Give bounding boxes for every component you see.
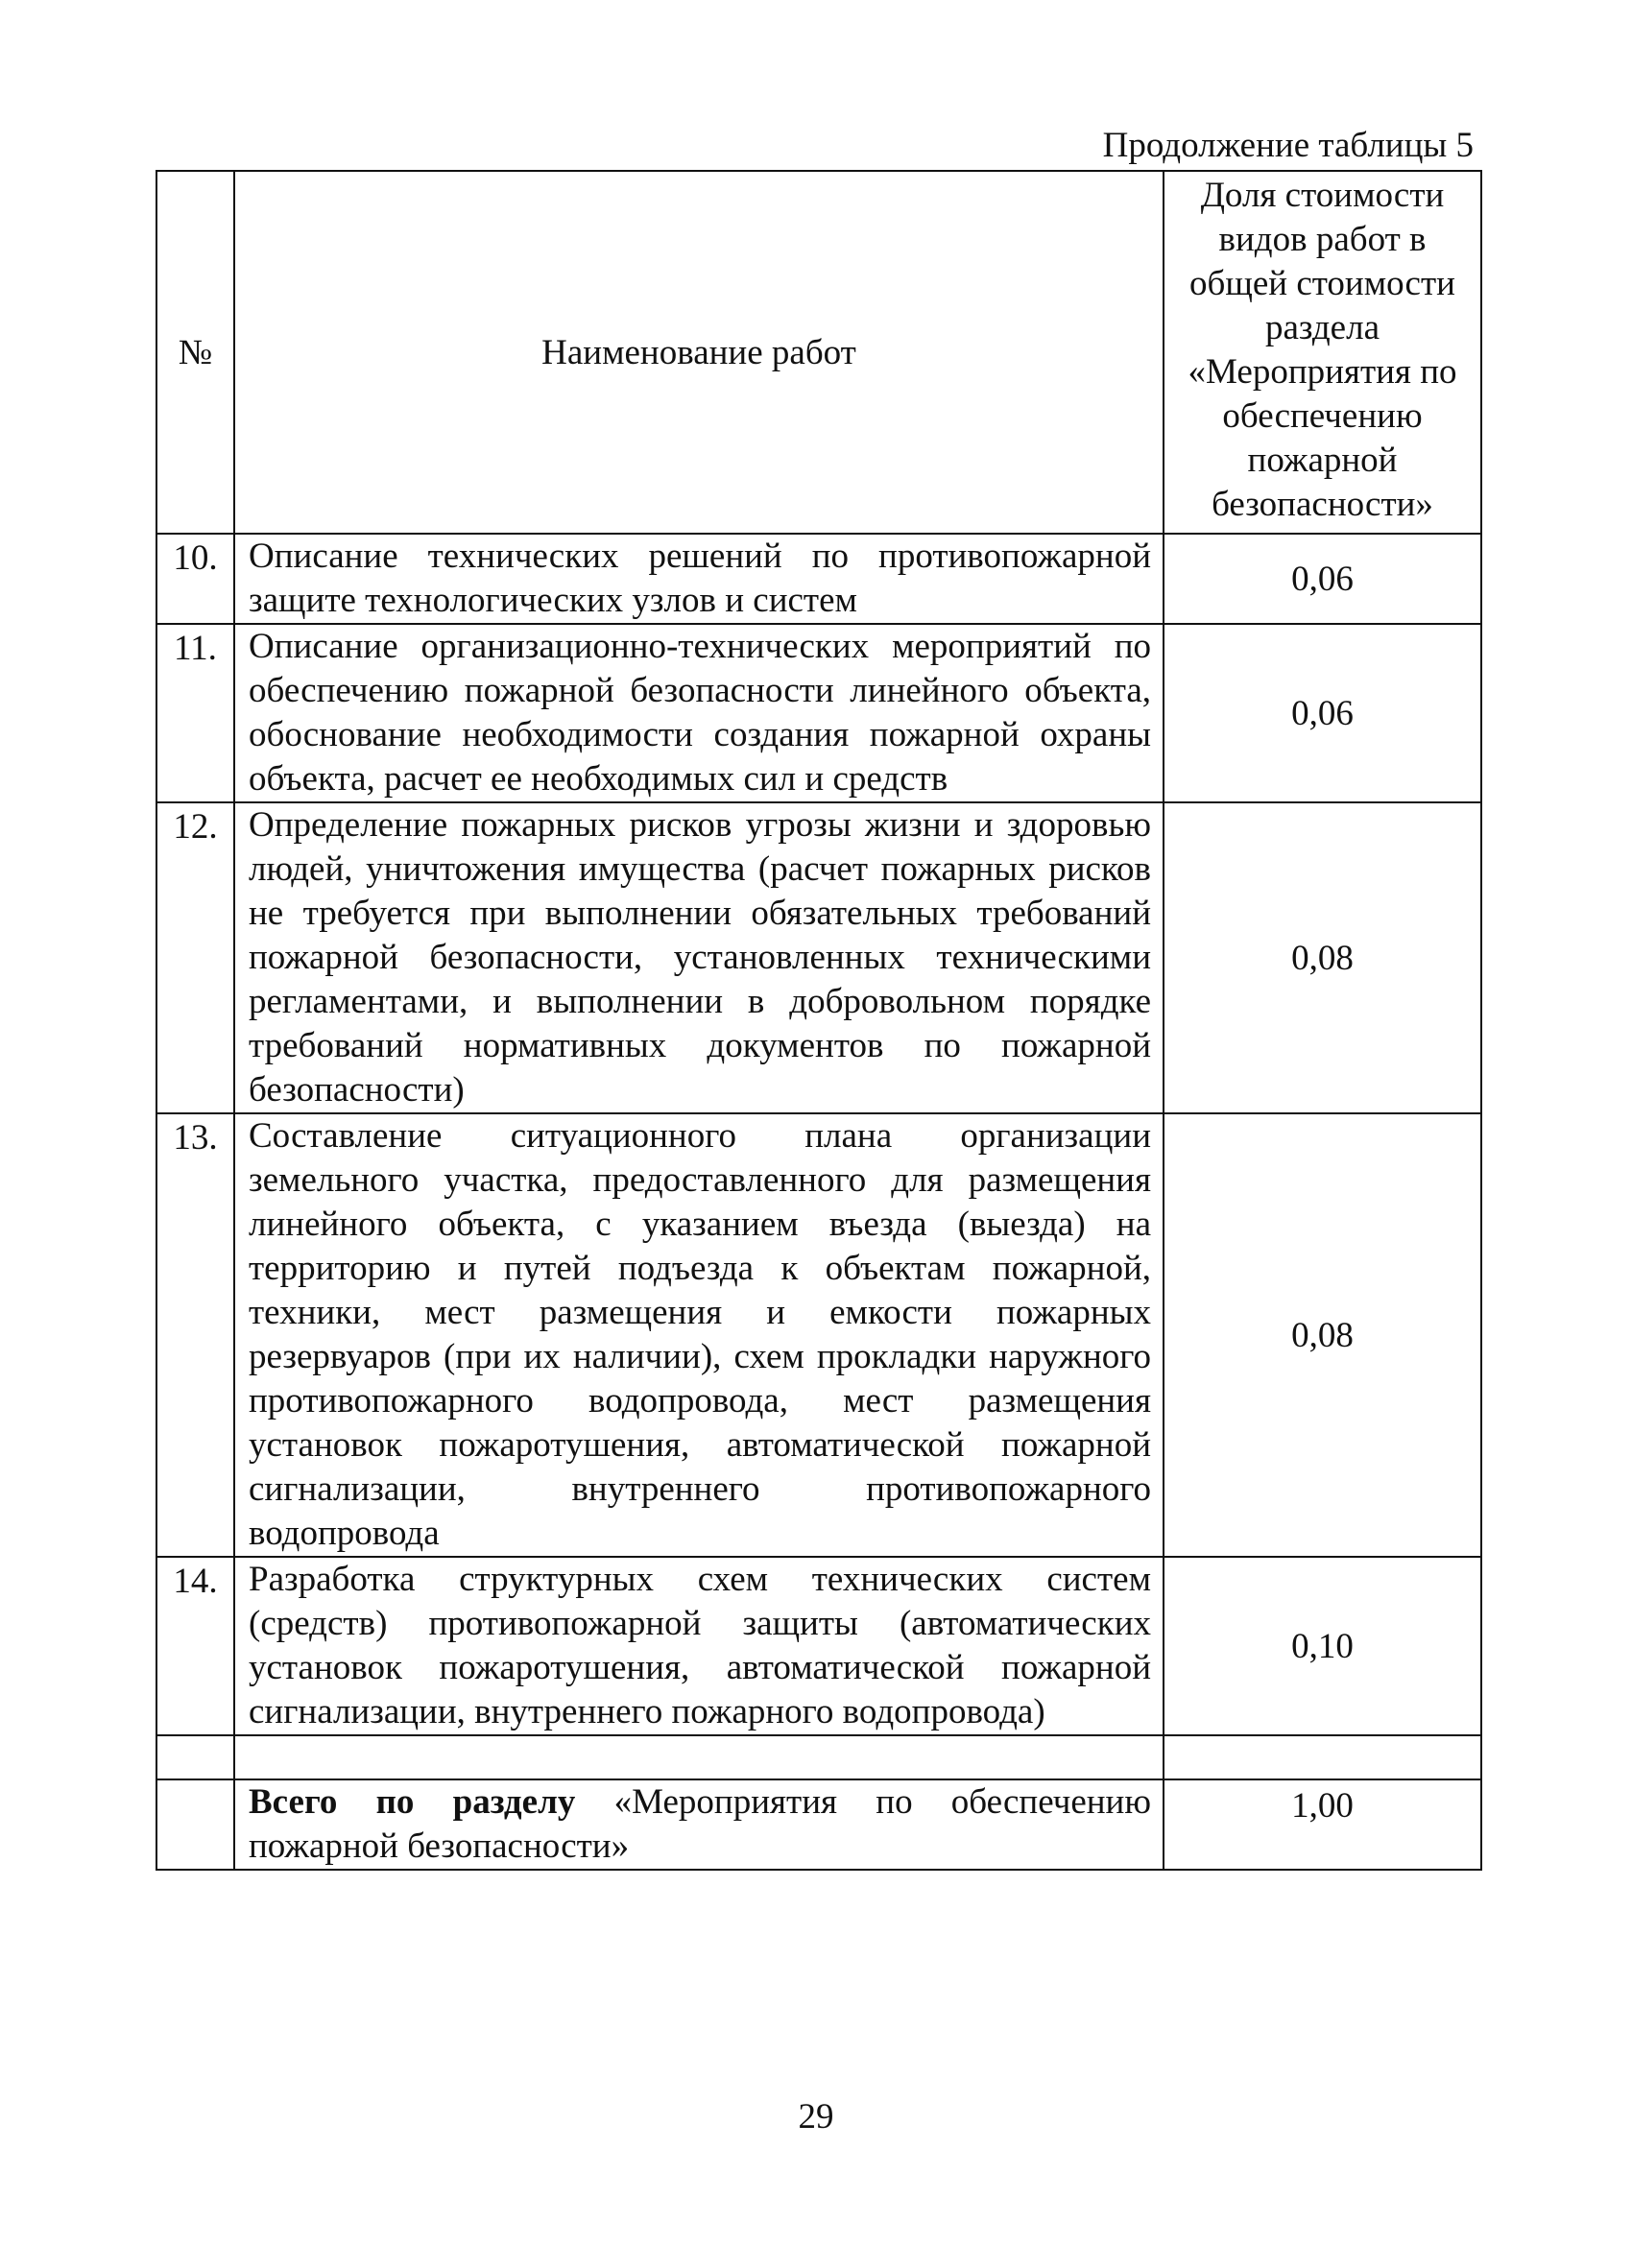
total-share: 1,00 [1164,1779,1481,1870]
table-continuation-caption: Продолжение таблицы 5 [1102,126,1474,165]
total-label [234,1779,1164,1870]
cost-share-table [156,170,1482,1871]
row-share: 0,10 [1164,1557,1481,1735]
total-row [156,1779,1481,1870]
row-number: 10. [156,534,234,624]
row-number: 14. [156,1557,234,1735]
total-label-bold: Всего по разделу [249,1782,576,1822]
row-name: Описание организационно-технических мероприятий по обеспечению пожарной безопасности линейного объекта, обоснование необходимости создания пожарной охраны объекта, расчет ее необходимых сил и средств [234,624,1164,802]
table-row [156,802,1481,1113]
row-share: 0,08 [1164,802,1481,1113]
table-row [156,1113,1481,1557]
empty-cell [156,1735,234,1779]
table-row [156,624,1481,802]
row-share: 0,08 [1164,1113,1481,1557]
row-number: 11. [156,624,234,802]
table-row [156,1557,1481,1735]
row-name: Определение пожарных рисков угрозы жизни и здоровью людей, уничтожения имущества (расчет пожарных рисков не требуется при выполнении обязательных требований пожарной безопасности, установленных техническими регламентами, и выполнении в добровольном порядке требований нормативных документов по пожарной безопасности) [234,802,1164,1113]
header-share: Доля стоимости видов работ в общей стоимости раздела «Мероприятия по обеспечению пожарной безопасности» [1164,171,1481,534]
row-share: 0,06 [1164,624,1481,802]
empty-row [156,1735,1481,1779]
empty-cell [1164,1735,1481,1779]
table-header-row [156,171,1481,534]
row-name: Описание технических решений по противопожарной защите технологических узлов и систем [234,534,1164,624]
row-name: Разработка структурных схем технических систем (средств) противопожарной защиты (автоматических установок пожаротушения, автоматической пожарной сигнализации, внутреннего пожарного водопровода) [234,1557,1164,1735]
row-name: Составление ситуационного плана организации земельного участка, предоставленного для размещения линейного объекта, с указанием въезда (выезда) на территорию и путей подъезда к объектам пожарной, техники, мест размещения и емкости пожарных резервуаров (при их наличии), схем прокладки наружного противопожарного водопровода, мест размещения установок пожаротушения, автоматической пожарной сигнализации, внутреннего противопожарного водопровода [234,1113,1164,1557]
row-number: 12. [156,802,234,1113]
header-name: Наименование работ [234,171,1164,534]
total-number-cell [156,1779,234,1870]
table-row [156,534,1481,624]
row-share: 0,06 [1164,534,1481,624]
empty-cell [234,1735,1164,1779]
row-number: 13. [156,1113,234,1557]
total-label-rest: «Мероприятия по обеспечению пожарной безопасности» [249,1782,1151,1866]
header-number: № [156,171,234,534]
page-number: 29 [798,2097,834,2137]
